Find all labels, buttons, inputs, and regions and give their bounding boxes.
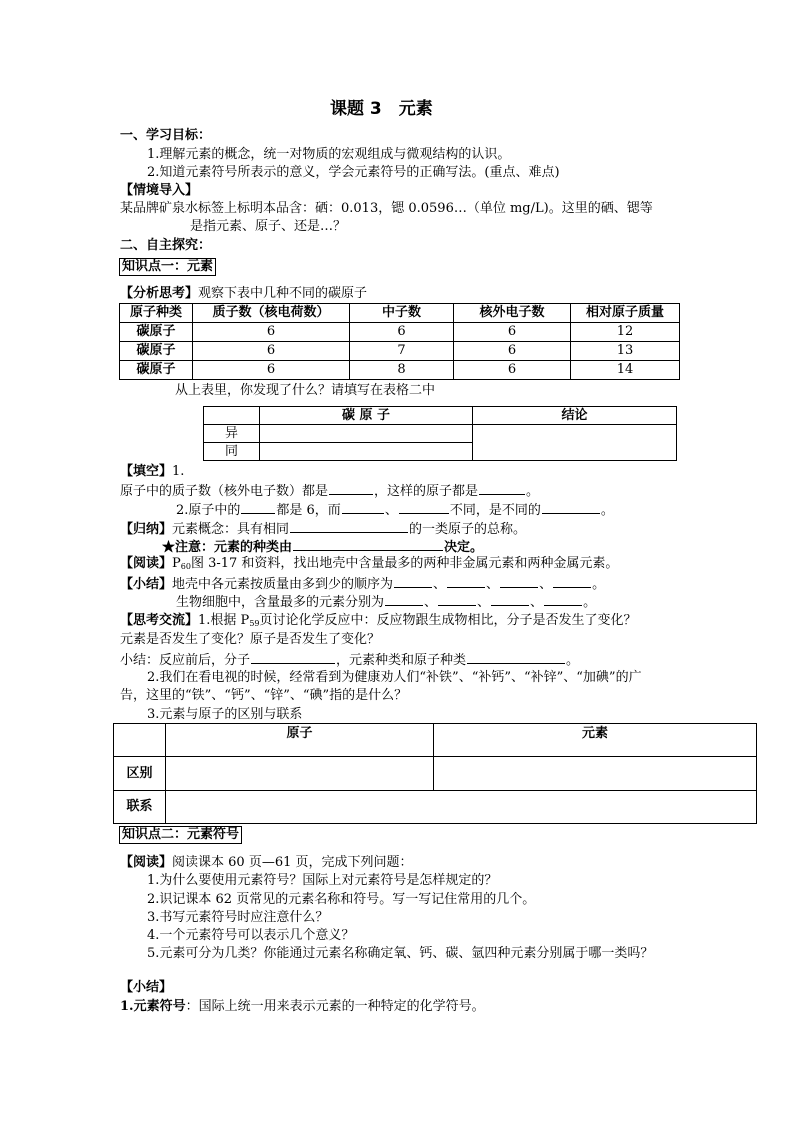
table1-cell: 6 (193, 361, 350, 380)
table1-cell: 6 (350, 323, 454, 342)
question-2: 2.识记课本 62 页常见的元素名称和符号。写一写记住常用的几个。 (147, 892, 536, 907)
table1-cell: 8 (350, 361, 454, 380)
fill-text: 都是 6，而 (276, 503, 341, 518)
table3-corner (114, 724, 166, 757)
table2-header-atom: 碳 原 子 (260, 407, 473, 425)
table2-row-diff: 异 (204, 425, 260, 443)
period: 。 (583, 595, 597, 610)
fill-text: 原子中的质子数（核外电子数）都是 (120, 484, 329, 499)
blank[interactable] (385, 593, 423, 606)
period: 。 (592, 577, 606, 592)
fill-tag: 【填空】 (120, 464, 173, 479)
table1-cell: 碳原子 (120, 323, 193, 342)
summary-text: 的一类原子的总称。 (409, 522, 527, 537)
section-1-heading: 一、学习目标： (120, 128, 212, 143)
think-text: 小结：反应前后，分子 (120, 653, 251, 668)
blank[interactable] (290, 520, 408, 533)
table1-cell: 6 (193, 323, 350, 342)
table1-cell: 6 (454, 361, 571, 380)
table1-cell: 碳原子 (120, 361, 193, 380)
table1-header: 相对原子质量 (571, 304, 680, 323)
think-line-6: 3.元素与原子的区别与联系 (147, 707, 303, 722)
fill-heading (120, 464, 184, 480)
reading-1 (120, 556, 618, 572)
reading-text: 图 3-17 和资料，找出地壳中含量最多的两种非金属元素和两种金属元素。 (190, 556, 619, 571)
intro-line-1: 某品牌矿泉水标签上标明本品含：硒：0.013，锶 0.0596…（单位 mg/L)。这里的硒、锶等 (120, 201, 653, 216)
comparison-table (203, 406, 677, 461)
question-5: 5.元素可分为几类？你能通过元素名称确定氧、钙、碳、氩四种元素分别属于哪一类吗？ (147, 946, 654, 961)
fill-text: 、 (384, 503, 398, 518)
think-summary (120, 651, 579, 669)
reading-text: P (172, 556, 181, 571)
summary-tag: 【小结】 (120, 577, 173, 592)
table1-header: 质子数（核电荷数） (193, 304, 350, 323)
fill-text: 。 (600, 503, 614, 518)
think-line-4: 2.我们在看电视的时候，经常看到为健康劝人们“补铁”、“补钙”、“补锌”、“加碘”的广 (147, 670, 642, 685)
summary-text: 地壳中各元素按质量由多到少的顺序为 (172, 577, 394, 592)
reading-text: 阅读课本 60 页—61 页，完成下列问题： (172, 855, 413, 870)
table2-cell[interactable] (260, 425, 473, 443)
reading-tag: 【阅读】 (120, 855, 173, 870)
think-line-2: 元素是否发生了变化？原子是否发生了变化？ (120, 632, 381, 647)
table1-cell: 6 (454, 342, 571, 361)
summary-crust (120, 575, 605, 593)
fill-line-2 (176, 501, 614, 519)
think-line-5: 告，这里的“铁”、“钙”、“锌”、“碘”指的是什么？ (120, 688, 408, 703)
blank[interactable] (479, 482, 525, 495)
page-title: 课题 3 元素 (330, 99, 433, 119)
separator: 、 (539, 577, 553, 592)
table1-cell: 6 (454, 323, 571, 342)
table1-header: 核外电子数 (454, 304, 571, 323)
definition-text: ：国际上统一用来表示元素的一种特定的化学符号。 (185, 999, 485, 1014)
summary-2-heading: 【小结】 (120, 980, 173, 995)
fill-text: 不同，是不同的 (449, 503, 541, 518)
table3-header-atom: 原子 (166, 724, 434, 757)
atom-element-table (113, 723, 757, 824)
think-line-1 (120, 613, 637, 629)
table3-cell[interactable] (166, 791, 757, 824)
blank[interactable] (342, 501, 384, 514)
separator: 、 (477, 595, 491, 610)
separator: 、 (433, 577, 447, 592)
analysis-tag: 【分析思考】 (120, 286, 199, 301)
blank[interactable] (542, 501, 600, 514)
question-4: 4.一个元素符号可以表示几个意义？ (147, 928, 355, 943)
table1-header: 原子种类 (120, 304, 193, 323)
intro-line-2: 是指元素、原子、还是…？ (190, 219, 347, 234)
table3-row-diff: 区别 (114, 757, 166, 791)
table1-cell: 7 (350, 342, 454, 361)
intro-heading: 【情境导入】 (120, 183, 199, 198)
blank[interactable] (241, 501, 275, 514)
question-1: 1.为什么要使用元素符号？国际上对元素符号是怎样规定的？ (147, 873, 498, 888)
goal-1: 1.理解元素的概念，统一对物质的宏观组成与微观结构的认识。 (147, 147, 511, 162)
knowledge-point-2: 知识点二：元素符号 (119, 826, 242, 844)
separator: 、 (530, 595, 544, 610)
fill-line-1 (120, 482, 539, 500)
table3-cell[interactable] (434, 757, 757, 791)
summary-cell (176, 593, 596, 611)
note-text: ★注意：元素的种类由 (162, 540, 293, 555)
fill-text: 2.原子中的 (176, 503, 241, 518)
section-2-heading: 二、自主探究： (120, 238, 212, 253)
goal-2: 2.知道元素符号所表示的意义，学会元素符号的正确写法。(重点、难点) (147, 165, 560, 180)
table3-header-element: 元素 (434, 724, 757, 757)
table2-header-conclusion: 结论 (473, 407, 677, 425)
blank[interactable] (491, 593, 529, 606)
page-subscript: 60 (180, 562, 191, 571)
blank[interactable] (394, 575, 432, 588)
blank[interactable] (399, 501, 449, 514)
think-text: ，元素种类和原子种类 (336, 653, 467, 668)
fill-text: ，这样的原子都是 (374, 484, 479, 499)
table1-cell: 12 (571, 323, 680, 342)
blank[interactable] (467, 651, 565, 664)
table1-cell: 14 (571, 361, 680, 380)
table-row (120, 323, 680, 342)
separator: 、 (486, 577, 500, 592)
summary-text: 元素概念：具有相同 (172, 522, 290, 537)
blank[interactable] (329, 482, 373, 495)
table2-cell[interactable] (260, 443, 473, 461)
reading-2 (120, 855, 413, 871)
note-line (162, 538, 483, 556)
think-text: 。 (566, 653, 580, 668)
blank[interactable] (544, 593, 582, 606)
symbol-definition (120, 999, 485, 1015)
definition-label: 1.元素符号 (120, 999, 186, 1014)
separator: 、 (424, 595, 438, 610)
blank[interactable] (553, 575, 591, 588)
summary-concept (120, 520, 526, 538)
blank[interactable] (438, 593, 476, 606)
fill-text: 。 (526, 484, 540, 499)
page-subscript: 59 (249, 619, 260, 628)
analysis-line (120, 286, 367, 302)
blank[interactable] (500, 575, 538, 588)
blank[interactable] (293, 538, 443, 551)
table-row (120, 342, 680, 361)
summary-text: 生物细胞中，含量最多的元素分别为 (176, 595, 385, 610)
table1-cell: 6 (193, 342, 350, 361)
carbon-atom-table (119, 303, 680, 380)
table2-row-same: 同 (204, 443, 260, 461)
table1-header: 中子数 (350, 304, 454, 323)
table2-corner (204, 407, 260, 425)
knowledge-point-1: 知识点一：元素 (119, 258, 216, 276)
table-row (120, 361, 680, 380)
table3-cell[interactable] (166, 757, 434, 791)
note-text: 决定。 (444, 540, 484, 555)
table1-cell: 13 (571, 342, 680, 361)
summary-tag: 【归纳】 (120, 522, 173, 537)
discover-prompt: 从上表里，你发现了什么？请填写在表格二中 (175, 383, 436, 398)
table3-row-link: 联系 (114, 791, 166, 824)
reading-tag: 【阅读】 (120, 556, 173, 571)
table2-conclusion-cell[interactable] (473, 425, 677, 461)
think-text: 1.根据 P (198, 613, 250, 628)
table1-cell: 碳原子 (120, 342, 193, 361)
blank[interactable] (447, 575, 485, 588)
fill-number: 1. (172, 464, 185, 479)
think-tag: 【思考交流】 (120, 613, 199, 628)
analysis-text: 观察下表中几种不同的碳原子 (198, 286, 368, 301)
think-text: 页讨论化学反应中：反应物跟生成物相比，分子是否发生了变化？ (259, 613, 637, 628)
question-3: 3.书写元素符号时应注意什么？ (147, 910, 329, 925)
blank[interactable] (251, 651, 335, 664)
